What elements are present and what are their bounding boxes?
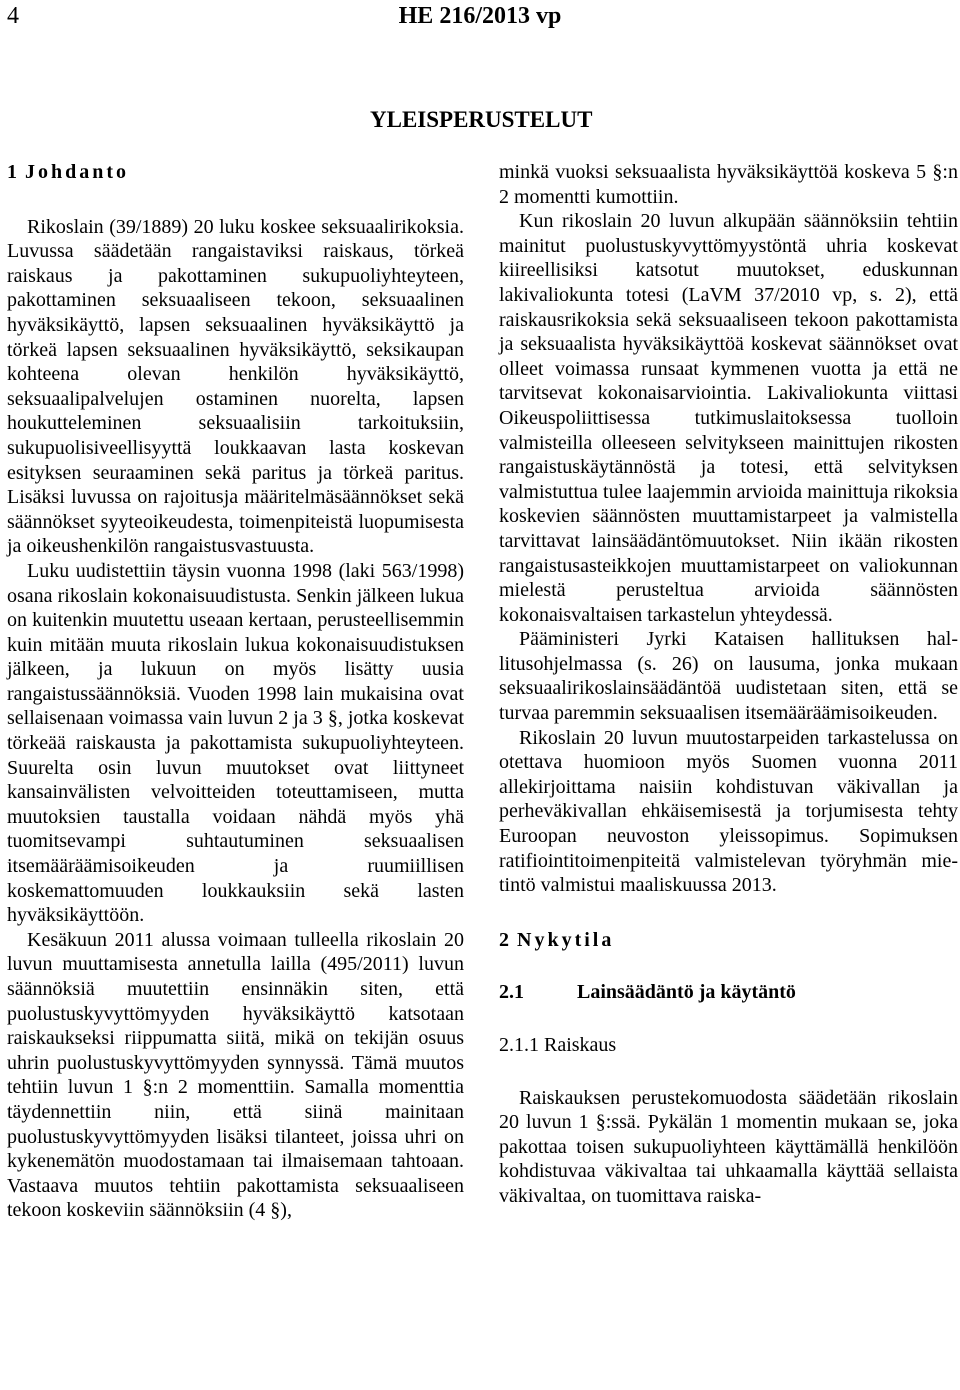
heading-text: Johdanto bbox=[25, 161, 130, 183]
page-number: 4 bbox=[7, 3, 19, 29]
subheading-lainsaadanto bbox=[499, 980, 958, 1005]
paragraph: Pääministeri Jyrki Kataisen hallituksen hallitusohjelmassa (s. 26) on lausuma, jonka mukaan seksuaalirikoslainsäädäntöä uudistetaan siten, että se turvaa paremmin seksuaalisen itsemääräämisoikeuden. bbox=[499, 628, 958, 725]
heading-number: 2 bbox=[499, 928, 509, 951]
left-column bbox=[7, 160, 464, 1223]
document-id: HE 216/2013 vp bbox=[398, 3, 562, 29]
subheading-number: 2.1 bbox=[499, 981, 524, 1004]
heading-nykytila bbox=[499, 928, 958, 953]
heading-number: 1 bbox=[7, 161, 17, 183]
heading-text: Nykytila bbox=[517, 928, 615, 951]
paragraph: Rikoslain 20 luvun muutostarpeiden tarkastelussa on otettava huomioon myös Suomen vuonna 2011 allekirjoittama naisiin kohdistuvan väkivallan ja perheväkivallan ehkäisemisestä ja torjumisesta tehty Euroopan neuvoston yleissopimus. Sopimuksen ratifiointitoimenpiteitä valmistelevan työryhmän mietintö valmistui maaliskuussa 2013. bbox=[499, 726, 958, 897]
paragraph: Raiskauksen perustekomuodosta säädetään rikoslain 20 luvun 1 §:ssä. Pykälän 1 momentin mukaan se, joka pakottaa toisen sukupuoliyhteen käyttämällä henkilöön kohdistuvaa väkivaltaa tai uhkaamalla käyttää sellaista väkivaltaa, on tuomittava raiska- bbox=[499, 1086, 958, 1207]
subheading-text: Lainsäädäntö ja käytäntö bbox=[577, 981, 796, 1004]
paragraph: Kesäkuun 2011 alussa voimaan tulleella rikoslain 20 luvun muuttamisesta annetulla lailla (495/2011) luvun säännöksiä muutettiin ensinnäkin siten, että puolustuskyvyttömyyden hyväksikäyttö katsotaan raiskaukseksi riippumatta siitä, mikä on tekijän osuus uhrin puolustuskyvyttömyyden synnyssä. Tämä muutos tehtiin luvun 1 §:n 2 momenttiin. Samalla momenttia täydennettiin niin, että siinä mainitaan puolustuskyvyttömyyden lisäksi tilanteet, joissa uhri on kykenemätön muodostamaan tai ilmaisemaan tahtoaan. Vastaava muutos tehtiin pakottamista seksuaaliseen tekoon koskeviin säännöksiin (4 §), bbox=[7, 928, 464, 1222]
paragraph: Kun rikoslain 20 luvun alkupään säännöksiin tehtiin mainitut puolustuskyvyttömyystöntä uhria koskevat kiireellisiksi katsotut muutokset, eduskunnan lakivaliokunta totesi (LaVM 37/2010 vp, s. 2), että raiskausrikoksia sekä seksuaaliseen tekoon pakottamista ja seksuaalista hyväksikäyttöä koskevat säännökset ovat olleet voimassa runsaat kymmenen vuotta ja että ne tarvitsevat kokonaisarviointia. Lakivaliokunta viittasi Oikeuspoliittisessa tutkimuslaitoksessa tuolloin valmisteilla olleeseen selvitykseen mainittujen rikosten rangaistuskäytännöstä ja totesi, että selvityksen valmistuttua tulee laajemmin arvioida mainittuja rikoksia koskevien säännösten muuttamistarpeet ja valmistella tarvittavat lainsäädäntömuutokset. Niin ikään rikosten rangaistusasteikkojen muuttamistarpeet on valiokunnan mielestä perusteltua arvioida säännösten kokonaisvaltaisen tarkastelun yhteydessä. bbox=[499, 210, 958, 626]
right-column bbox=[499, 160, 958, 1209]
heading-johdanto bbox=[7, 160, 464, 185]
section-title: YLEISPERUSTELUT bbox=[370, 107, 593, 132]
subsubheading-raiskaus: 2.1.1 Raiskaus bbox=[499, 1034, 617, 1056]
paragraph: minkä vuoksi seksuaalista hyväksikäyttöä koskeva 5 §:n 2 momentti kumottiin. bbox=[499, 161, 958, 208]
paragraph: Luku uudistettiin täysin vuonna 1998 (laki 563/1998) osana rikoslain kokonaisuudistusta. Senkin jälkeen lukua on kuitenkin muutettu useaan kertaan, perusteellisemmin kuin mitään muuta rikoslain lukua kokonaisuudistuksen jälkeen, ja lukuun on myös lisätty uusia rangaistussäännöksiä. Vuoden 1998 lain mukaisina ovat sellaisenaan voimassa vain luvun 2 ja 3 §, jotka koskevat törkeää raiskausta ja pakottamista sukupuoliyhteyteen. Suurelta osin luvun muutokset ovat liittyneet kansainvälisten velvoitteiden toteuttamiseen, mutta muutoksien taustalla voidaan nähdä myös yhä tuomitsevampi suhtautuminen seksuaalisen itsemääräämisoikeuden ja ruumiillisen koskemattomuuden loukkauksiin sekä lasten hyväksikäyttöön. bbox=[7, 559, 464, 927]
paragraph: Rikoslain (39/1889) 20 luku koskee seksuaalirikoksia. Luvussa säädetään rangaistaviksi raiskaus, törkeä raiskaus ja pakottaminen sukupuoliyhteyteen, pakottaminen seksuaaliseen tekoon, seksuaalinen hyväksikäyttö, lapsen seksuaalinen hyväksikäyttö ja törkeä lapsen seksuaalinen hyväksikäyttö, seksikaupan kohteena olevan henkilön hyväksikäyttö, seksuaalipalvelujen ostaminen nuorelta, lapsen houkutteleminen seksuaalisiin tarkoituksiin, sukupuolisiveellisyyttä loukkaavan lasta koskevan esityksen seuraaminen sekä paritus ja törkeä paritus. Lisäksi luvussa on rajoitusja määritelmäsäännökset sekä säännökset syyteoikeudesta, toimenpiteistä luopumisesta ja oikeushenkilön rangaistusvastuusta. bbox=[7, 215, 464, 558]
